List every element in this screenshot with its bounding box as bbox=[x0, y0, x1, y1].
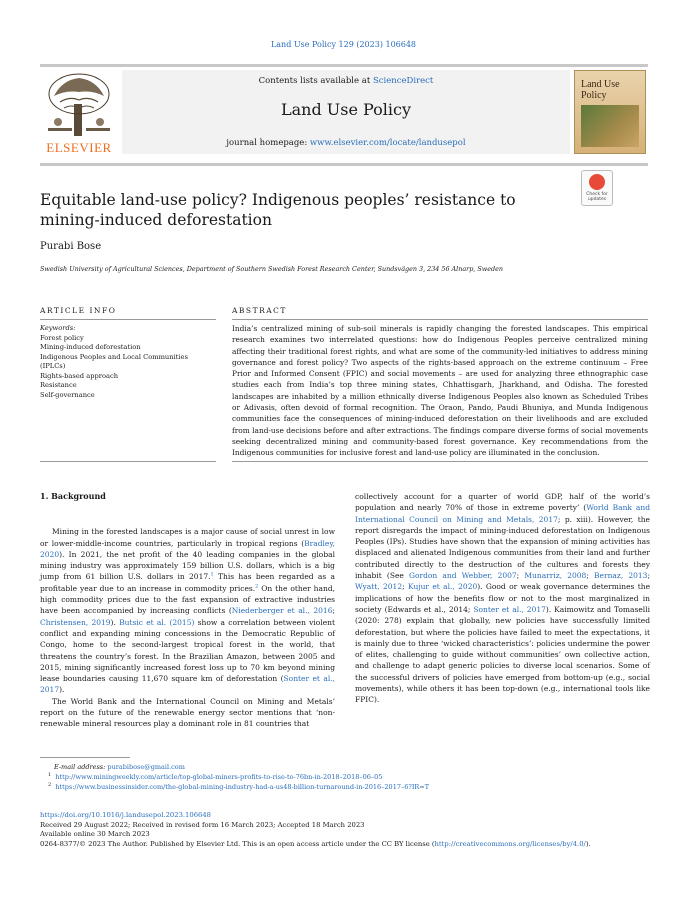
keyword: Resistance bbox=[40, 381, 77, 389]
citation-link[interactable]: Bradley, 2020 bbox=[40, 538, 335, 559]
citation-link[interactable]: World Bank and International Council on Mining and Metals, 2017 bbox=[355, 503, 650, 524]
footnote-1-link[interactable]: http://www.miningweekly.com/article/top-global-miners-profits-to-rise-to-76bn-in-2018–2018–06–05 bbox=[55, 773, 383, 781]
sciencedirect-link[interactable]: ScienceDirect bbox=[372, 76, 434, 86]
cover-title: Land Use Policy bbox=[581, 79, 620, 101]
publication-info bbox=[40, 811, 648, 849]
citation-link[interactable]: Wyatt, 2012 bbox=[355, 582, 403, 592]
body-paragraph: Mining in the forested landscapes is a major cause of social unrest in low or lower-middle-income countries, particularly in tropical regions (Bradley, 2020). In 2021, the net profit of the 40 leading companies in the global mining industry was approximately 159 billion U.S. dollars, which is a big jump from 61 billion U.S. dollars in 2017.$^1$ This has been regarded as a profitable year due to an increase in commodity prices.$^2$ On the other hand, high commodity prices due to the fast expansion of extractive industries have been accompanied by increasing conflicts (Niederberger et al., 2016; Christensen, 2019). Butsic et al. (2015) show a correlation between violent conflict and expanding mining concessions in the Democratic Republic of Congo, home to the second-largest tropical forest in the world, that threatens the country’s forest. In the Brazilian Amazon, between 2005 and 2015, mining significantly increased forest loss up to 70 km beyond mining lease boundaries causing 11,670 square km of deforestation (Sonter et al., 2017). bbox=[40, 527, 336, 695]
keyword: Mining-induced deforestation bbox=[40, 343, 141, 351]
keywords-label: Keywords: bbox=[40, 324, 76, 332]
body-paragraph: The World Bank and the International Council on Mining and Metals’ report on the future of the renewable energy sector mentions that ‘non-renewable mineral resources play a dominant role in 81 countries that bbox=[40, 696, 335, 729]
author-email-link[interactable]: purabibose@gmail.com bbox=[107, 763, 185, 771]
journal-masthead bbox=[40, 64, 648, 166]
keyword: Forest policy bbox=[40, 333, 84, 342]
keyword: Rights-based approach bbox=[40, 371, 119, 380]
author-name[interactable]: Purabi Bose bbox=[40, 241, 102, 252]
abstract-label: ABSTRACT bbox=[232, 306, 287, 315]
keyword: Self-governance bbox=[40, 390, 95, 399]
citation-link[interactable]: Munarriz, 2008 bbox=[524, 571, 587, 581]
check-for-updates-badge[interactable]: Check for updates bbox=[581, 170, 613, 206]
doi-link[interactable]: https://doi.org/10.1016/j.landusepol.2023.106648 bbox=[40, 811, 211, 819]
citation-link[interactable]: Christensen, 2019 bbox=[40, 617, 111, 627]
keyword: Indigenous Peoples and Local Communities bbox=[40, 352, 188, 361]
section-heading-background: 1. Background bbox=[40, 491, 106, 501]
article-info-label: ARTICLE INFO bbox=[40, 306, 117, 315]
footnote-ref[interactable]: 1 bbox=[210, 571, 214, 578]
author-affiliation: Swedish University of Agricultural Sciences, Department of Southern Swedish Forest Research Center, Sundsvägen 3, 234 56 Alnarp, Sweden bbox=[40, 265, 503, 273]
footnote-2: $^2$ https://www.businessinsider.com/the-global-mining-industry-had-a-us48-billion-turnaround-in-2016–2017–6?IR=T bbox=[48, 781, 430, 791]
body-left-column bbox=[40, 491, 335, 730]
keywords-list bbox=[40, 324, 215, 400]
footnotes bbox=[40, 762, 648, 792]
citation-link[interactable]: Bernaz, 2013 bbox=[594, 571, 648, 581]
elsevier-logo bbox=[40, 70, 118, 156]
footnote-2-link[interactable]: https://www.businessinsider.com/the-global-mining-industry-had-a-us48-billion-turnaround-in-2016–2017–6?IR=T bbox=[55, 783, 430, 791]
journal-name: Land Use Policy bbox=[280, 100, 412, 119]
received-dates: Received 29 August 2022; Received in revised form 16 March 2023; Accepted 18 March 2023 bbox=[40, 820, 365, 829]
footnote-divider bbox=[40, 757, 130, 758]
elsevier-tree-icon bbox=[40, 70, 118, 140]
keyword: (IPLCs) bbox=[40, 362, 66, 370]
available-online-date: Available online 30 March 2023 bbox=[40, 830, 150, 839]
body-right-column bbox=[355, 491, 650, 706]
footnote-1: $^1$ http://www.miningweekly.com/article/top-global-miners-profits-to-rise-to-76bn-in-2018–2018–06–05 bbox=[48, 771, 383, 781]
article-info-divider bbox=[40, 319, 216, 320]
abstract-divider bbox=[232, 319, 648, 320]
license-statement: 0264-8377/© 2023 The Author. Published by Elsevier Ltd. This is an open access article under the CC BY license (http://creativecommons.org/licenses/by/4.0/). bbox=[40, 839, 591, 848]
footnote-ref[interactable]: 2 bbox=[255, 583, 259, 590]
license-link[interactable]: http://creativecommons.org/licenses/by/4.0/ bbox=[434, 839, 586, 848]
journal-cover bbox=[574, 70, 646, 154]
elsevier-wordmark: ELSEVIER bbox=[46, 140, 112, 155]
journal-homepage: journal homepage: www.elsevier.com/locate/landusepol bbox=[226, 138, 466, 148]
contents-availability: Contents lists available at ScienceDirect bbox=[258, 76, 434, 86]
article-title: Equitable land-use policy? Indigenous peoples’ resistance to mining-induced deforestation bbox=[40, 191, 516, 229]
citation-link[interactable]: Sonter et al., 2017 bbox=[40, 674, 335, 695]
masthead-center-panel bbox=[122, 70, 570, 154]
cover-image bbox=[581, 105, 639, 147]
citation-link[interactable]: Gordon and Webber, 2007 bbox=[409, 571, 517, 581]
citation-link[interactable]: Butsic et al. (2015) bbox=[119, 617, 195, 627]
author-email: E-mail address: purabibose@gmail.com bbox=[54, 763, 185, 771]
abstract-bottom-divider bbox=[232, 461, 648, 462]
abstract-text: India’s centralized mining of sub-soil minerals is rapidly changing the forested landscapes. This empirical research examines two interrelated questions: how do Indigenous Peoples perceive centralized mining affecting their traditional forest rights, and what are some of the community-led initiatives to address mining governance and forest policy? Two aspects of the rights-based approach on the extreme continuum – Free Prior and Informed Consent (FPIC) and social movements – are used for analyzing three ethnographic case studies each from India’s top three mining states, Chhattisgarh, Jharkhand, and Odisha. The forested landscapes are inhabited by a million ethnically diverse Indigenous Peoples also known as Scheduled Tribes or Adivasis, often devoid of formal recognition. The Oraon, Pando, Paudi Bhuniya, and Munda Indigenous communities face the consequences of mining-induced deforestation on their livelihoods and are excluded from land-use decisions before and after extractions. The findings compare diverse forms of social movements seeking decentralized mining and community-based forest governance. Key recommendations from the Indigenous communities for inclusive forest and land-use policy are illuminated in the conclusion. bbox=[232, 324, 648, 458]
citation-link[interactable]: Kujur et al., 2020 bbox=[408, 582, 478, 592]
citation-link[interactable]: Sonter et al., 2017 bbox=[473, 604, 546, 614]
article-info-bottom-divider bbox=[40, 461, 216, 462]
journal-homepage-link[interactable]: www.elsevier.com/locate/landusepol bbox=[309, 138, 466, 148]
journal-citation[interactable]: Land Use Policy 129 (2023) 106648 bbox=[270, 40, 417, 49]
citation-link[interactable]: Niederberger et al., 2016 bbox=[231, 606, 333, 616]
body-paragraph: collectively account for a quarter of world GDP, half of the world’s population and nearly 70% of those in extreme poverty’ (World Bank and International Council on Mining and Metals, 2017; p. xiii). However, the report disregards the impact of mining-induced deforestation on Indigenous Peoples (IPs). Studies have shown that the expansion of mining activities has displaced and alienated Indigenous communities from their land and further contributed directly to the destruction of the cultures and forests they inhabit (See Gordon and Webber, 2007; Munarriz, 2008; Bernaz, 2013; Wyatt, 2012; Kujur et al., 2020). Good or weak governance determines the implications of how the benefits flow or not to the most marginalized in society (Edwards et al., 2014; Sonter et al., 2017). Kaimowitz and Tomaselli (2020: 278) explain that globally, new policies have successfully limited deforestation, but where the policies have failed to meet the expectations, it is mainly due to three ‘wicked characteristics’: policies undermine the power of elites, challenging to guide without communities’ own collective action, and challenge to adapt generic policies to diverse local scenarios. Some of the successful drivers of policies have emerged from bottom-up (e.g., social movements), while others it has been top-down (e.g., international tools like FPIC). bbox=[355, 492, 651, 705]
check-updates-icon bbox=[589, 174, 605, 190]
